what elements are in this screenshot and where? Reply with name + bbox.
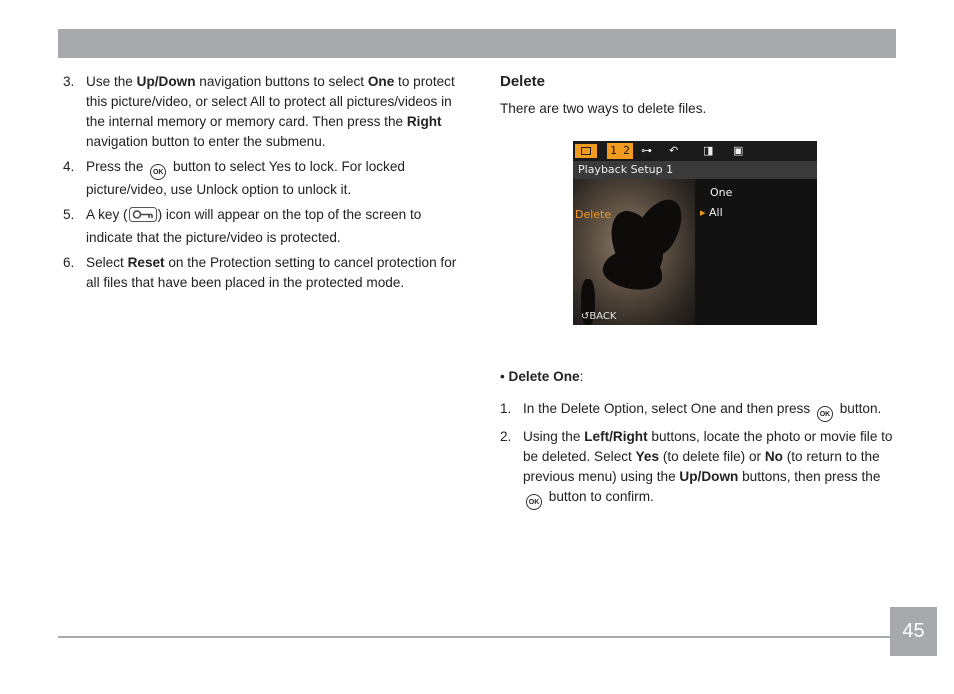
step-number: 4. xyxy=(63,159,75,174)
option-all: ▸ All xyxy=(700,206,723,219)
camera-screen-image xyxy=(573,141,817,325)
menu-title: Playback Setup 1 xyxy=(573,161,817,179)
step-4 xyxy=(63,157,463,200)
step-text: In the Delete Option, select One and then press OK button. xyxy=(523,399,896,422)
section-title: Delete xyxy=(500,73,546,90)
step-text: A key ( ) icon will appear on the top of the screen to indicate that the picture/video is protected. xyxy=(86,207,422,245)
step-number: 5. xyxy=(63,207,75,222)
left-column xyxy=(63,72,463,298)
step-text: Use the Up/Down navigation buttons to select One to protect this picture/video, or select All to protect all pictures/videos in the internal memory or memory card. Then press the Right navigation button to enter the submenu. xyxy=(86,74,455,149)
delete-menu-label: Delete xyxy=(575,208,612,221)
option-panel xyxy=(695,179,817,325)
option-one: One xyxy=(710,186,733,199)
dpof-icon: ▣ xyxy=(733,144,744,157)
step-number: 3. xyxy=(63,74,75,89)
protect-key-icon: ⊶ xyxy=(641,144,652,157)
step-3 xyxy=(63,72,463,152)
back-icon: ↺ xyxy=(581,311,590,322)
resize-icon: ◨ xyxy=(703,144,714,157)
footer-rule xyxy=(58,636,890,638)
step-5 xyxy=(63,205,463,248)
step-number: 6. xyxy=(63,255,75,270)
camera-toolbar xyxy=(573,141,817,161)
step-6 xyxy=(63,253,463,293)
rotate-icon: ↶ xyxy=(669,144,679,157)
page-indicator: 1 2 xyxy=(607,143,633,159)
back-label: ↺BACK xyxy=(581,311,617,322)
selection-arrow-icon: ▸ xyxy=(700,206,710,219)
key-icon xyxy=(129,207,157,228)
step-text: Select Reset on the Protection setting to cancel protection for all files that have been placed in the protected mode. xyxy=(86,255,457,290)
step-number: 2. xyxy=(500,429,512,444)
step-number: 1. xyxy=(500,401,512,416)
ok-button-icon: OK xyxy=(150,164,166,180)
right-column xyxy=(500,72,896,515)
playback-mode-icon xyxy=(575,144,597,158)
intro-text: There are two ways to delete files. xyxy=(500,101,707,116)
step-text: Press the OK button to select Yes to lock. For locked picture/video, use Unlock option to unlock it. xyxy=(86,159,405,197)
page-number: 45 xyxy=(890,607,937,656)
ok-button-icon: OK xyxy=(817,406,833,422)
delete-one-heading: • Delete One: xyxy=(500,369,584,384)
ok-button-icon: OK xyxy=(526,494,542,510)
delete-step-1 xyxy=(500,399,896,422)
delete-step-2 xyxy=(500,427,896,510)
header-bar xyxy=(58,29,896,58)
step-text: Using the Left/Right buttons, locate the photo or movie file to be deleted. Select Yes (to delete file) or No (to return to the previous menu) using the Up/Down buttons, then press the OK button to confirm. xyxy=(523,427,896,510)
flower-photo xyxy=(573,179,695,325)
